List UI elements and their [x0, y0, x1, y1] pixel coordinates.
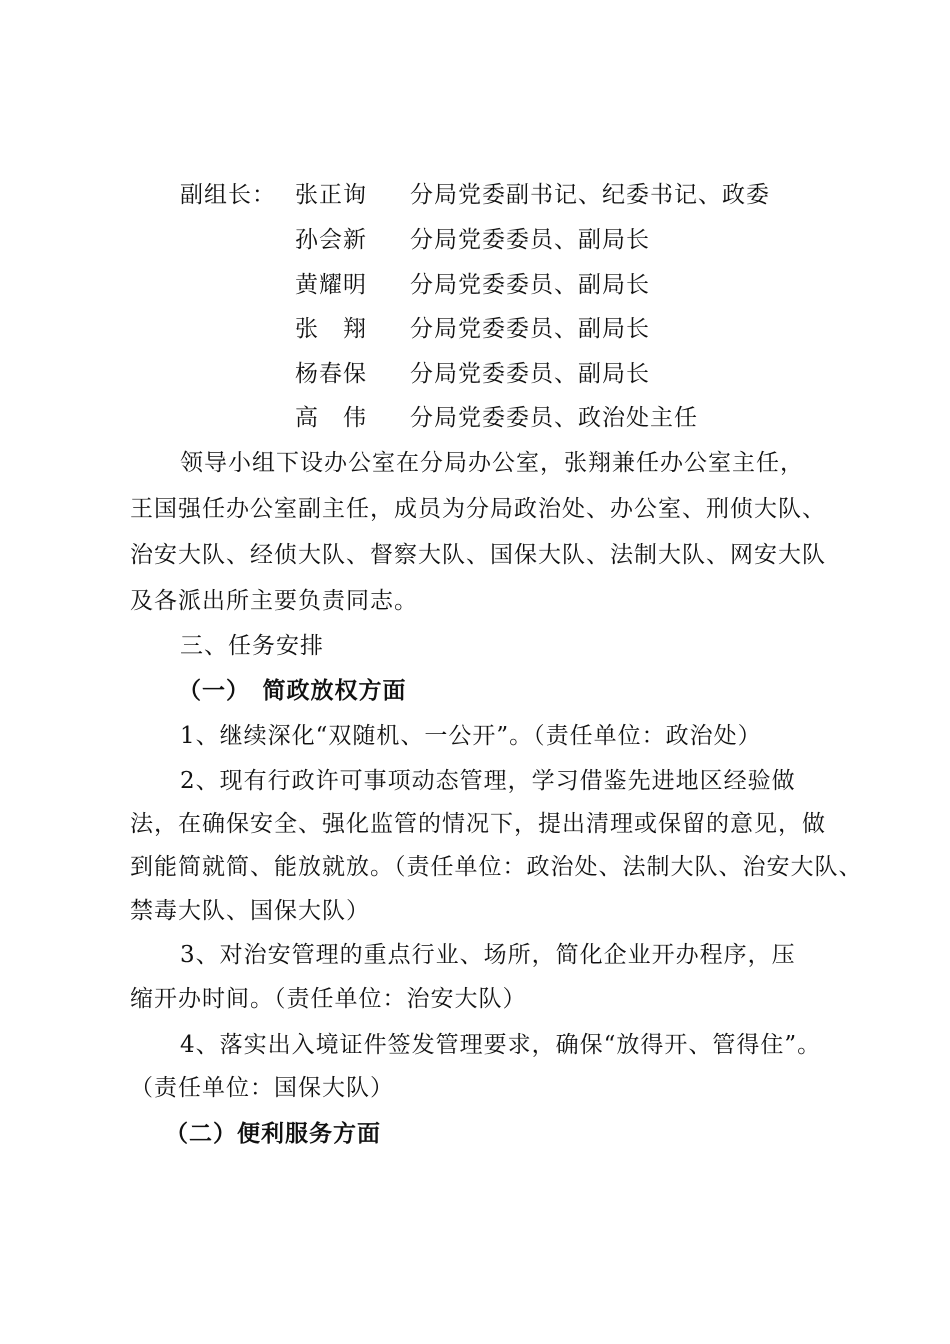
task-item-line: 3、对治安管理的重点行业、场所，简化企业开办程序，压 [180, 942, 796, 968]
subsection-heading: （一） 简政放权方面 [178, 677, 407, 704]
member-name: 黄耀明 [295, 272, 367, 298]
task-item-line: 2、现有行政许可事项动态管理，学习借鉴先进地区经验做 [180, 768, 796, 794]
member-title: 分局党委委员、副局长 [410, 361, 650, 387]
member-title: 分局党委委员、副局长 [410, 316, 650, 342]
paragraph-line: 治安大队、经侦大队、督察大队、国保大队、法制大队、网安大队 [130, 542, 826, 568]
member-title: 分局党委委员、副局长 [410, 227, 650, 253]
member-title: 分局党委委员、副局长 [410, 272, 650, 298]
section-heading: 三、任务安排 [180, 633, 324, 659]
task-item-line: 缩开办时间。（责任单位：治安大队） [130, 986, 527, 1012]
member-title: 分局党委副书记、纪委书记、政委 [410, 182, 770, 208]
subsection-heading: （二）便利服务方面 [165, 1120, 381, 1147]
task-item-line: （责任单位：国保大队） [130, 1075, 394, 1101]
paragraph-line: 领导小组下设办公室在分局办公室，张翔兼任办公室主任， [180, 450, 804, 476]
member-name: 杨春保 [295, 361, 367, 387]
member-title: 分局党委委员、政治处主任 [410, 405, 698, 431]
role-label: 副组长： [180, 182, 276, 208]
member-name: 孙会新 [295, 227, 367, 253]
paragraph-line: 及各派出所主要负责同志。 [130, 588, 418, 614]
member-name: 张正询 [295, 182, 367, 208]
task-item-line: 1、继续深化“双随机、一公开”。（责任单位：政治处） [180, 723, 762, 749]
task-item-line: 法，在确保安全、强化监管的情况下，提出清理或保留的意见，做 [130, 811, 826, 837]
task-item-line: 到能简就简、能放就放。（责任单位：政治处、法制大队、治安大队、 [130, 854, 863, 880]
task-item-line: 禁毒大队、国保大队） [130, 898, 370, 924]
paragraph-line: 王国强任办公室副主任，成员为分局政治处、办公室、刑侦大队、 [130, 496, 826, 522]
task-item-line: 4、落实出入境证件签发管理要求，确保“放得开、管得住”。 [180, 1032, 822, 1058]
member-name: 高 伟 [295, 405, 367, 431]
member-name: 张 翔 [295, 316, 367, 342]
